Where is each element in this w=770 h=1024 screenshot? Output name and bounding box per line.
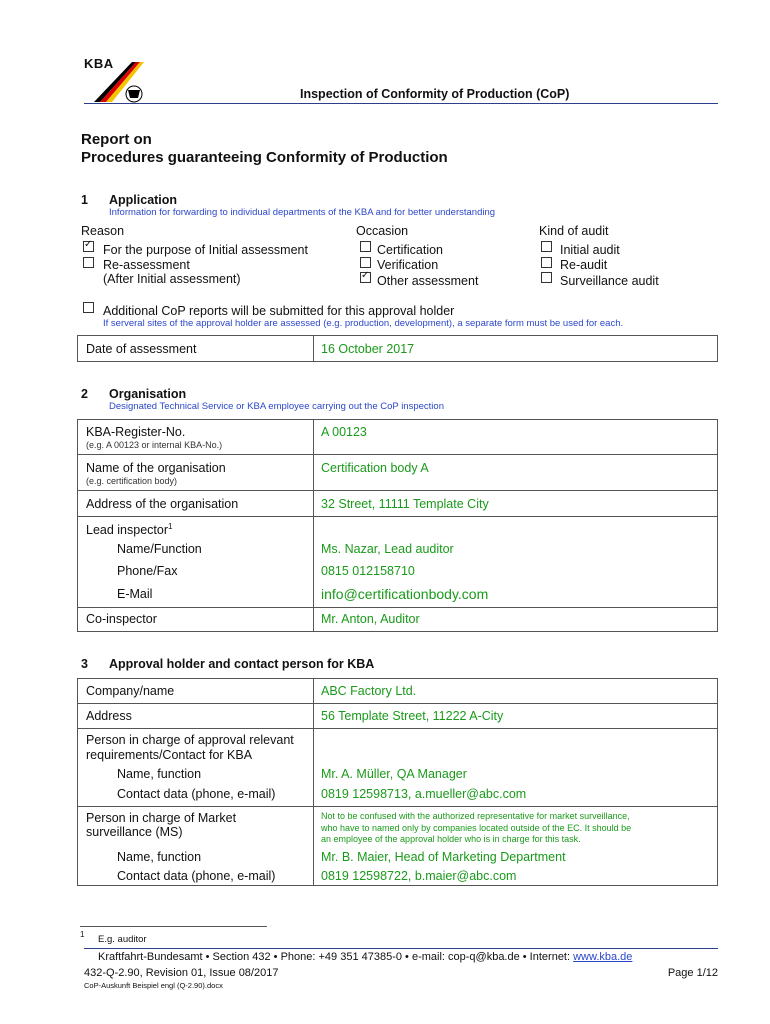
footer-page: Page 1/12	[667, 967, 718, 979]
footnote-number: 1	[80, 930, 85, 939]
ms-note-line1: Not to be confused with the authorized representative for market surveillance,	[321, 811, 630, 821]
reason-reassessment-checkbox[interactable]	[83, 257, 93, 267]
header-divider	[84, 103, 718, 104]
contact-data-2-value: 0819 12598722, b.maier@abc.com	[321, 869, 517, 883]
kind-initial-label: Initial audit	[560, 243, 620, 257]
ms-note	[321, 811, 631, 846]
name-function-label: Name/Function	[117, 542, 202, 556]
additional-reports-label: Additional CoP reports will be submitted for this approval holder	[103, 304, 455, 318]
kba-logo-text: KBA	[84, 56, 114, 71]
co-inspector-label: Co-inspector	[86, 612, 157, 626]
occasion-certification-checkbox[interactable]	[360, 241, 370, 251]
section3-title: Approval holder and contact person for KBA	[109, 657, 375, 671]
kba-register-label: KBA-Register-No.	[86, 425, 186, 439]
reason-initial-label: For the purpose of Initial assessment	[103, 243, 308, 257]
org-name-hint: (e.g. certification body)	[86, 476, 178, 486]
additional-reports-note: If serveral sites of the approval holder are assessed (e.g. production, development), a separate form must be used for each.	[103, 318, 624, 329]
contact-data-1-value: 0819 12598713, a.mueller@abc.com	[321, 787, 527, 801]
occasion-verification-label: Verification	[377, 258, 439, 272]
report-title	[81, 131, 448, 167]
report-title-line2: Procedures guaranteeing Conformity of Production	[81, 149, 448, 166]
header-title: Inspection of Conformity of Production (CoP)	[300, 87, 570, 101]
kind-initial-checkbox[interactable]	[541, 241, 551, 251]
footer-filename: CoP-Auskunft Beispiel engl (Q-2.90).docx	[84, 981, 223, 990]
section1-title: Application	[109, 193, 178, 207]
section1-subtitle: Information for forwarding to individual departments of the KBA and for better understanding	[109, 207, 496, 218]
ms-label-2: surveillance (MS)	[86, 825, 183, 839]
email-label: E-Mail	[117, 587, 153, 601]
date-table-divider	[313, 335, 314, 362]
occasion-other-label: Other assessment	[377, 274, 479, 288]
name-function-value: Ms. Nazar, Lead auditor	[321, 542, 454, 556]
contact-data-2-label: Contact data (phone, e-mail)	[117, 869, 276, 883]
org-row-divider	[77, 454, 718, 455]
ms-note-line2: who have to named only by companies located outside of the EC. It should be	[321, 822, 632, 833]
section2-subtitle: Designated Technical Service or KBA employee carrying out the CoP inspection	[109, 401, 444, 412]
kind-reaudit-label: Re-audit	[560, 258, 608, 272]
footer-divider	[84, 948, 718, 949]
name-function-1-label: Name, function	[117, 767, 202, 781]
lead-inspector-label	[86, 522, 172, 537]
section2-number: 2	[81, 387, 88, 401]
address-label: Address	[86, 709, 132, 723]
approval-table-divider	[313, 678, 314, 886]
ms-label-1: Person in charge of Market	[86, 811, 237, 825]
org-name-value: Certification body A	[321, 461, 429, 475]
person-charge-label-2: requirements/Contact for KBA	[86, 748, 253, 762]
email-value: info@certificationbody.com	[321, 586, 489, 602]
section2-title: Organisation	[109, 387, 187, 401]
kind-reaudit-checkbox[interactable]	[541, 257, 551, 267]
organisation-table-divider	[313, 419, 314, 632]
lead-inspector-footnote-ref: 1	[168, 522, 173, 531]
reason-heading: Reason	[81, 224, 125, 238]
phone-fax-label: Phone/Fax	[117, 564, 178, 578]
person-charge-label-1: Person in charge of approval relevant	[86, 733, 294, 747]
occasion-verification-checkbox[interactable]	[360, 257, 370, 267]
footnote-divider	[80, 926, 267, 927]
name-function-2-value: Mr. B. Maier, Head of Marketing Department	[321, 850, 566, 864]
co-inspector-value: Mr. Anton, Auditor	[321, 612, 420, 626]
section1-number: 1	[81, 193, 88, 207]
footer-address-text: Kraftfahrt-Bundesamt • Section 432 • Phone: +49 351 47385-0 • e-mail: cop-q@kba.de • Internet:	[98, 951, 574, 963]
org-row-divider	[77, 490, 718, 491]
date-value: 16 October 2017	[321, 342, 415, 356]
footnote-text: E.g. auditor	[98, 934, 147, 945]
occasion-other-checkbox[interactable]: ✓	[361, 270, 370, 281]
lead-inspector-text: Lead inspector	[86, 523, 169, 538]
org-address-label: Address of the organisation	[86, 497, 239, 511]
org-address-value: 32 Street, 11111 Template City	[321, 497, 489, 511]
company-label: Company/name	[86, 684, 175, 698]
org-row-divider	[77, 607, 718, 608]
name-function-2-label: Name, function	[117, 850, 202, 864]
reason-reassessment-label: Re-assessment	[103, 258, 190, 272]
kba-register-value: A 00123	[321, 425, 367, 439]
kba-register-hint: (e.g. A 00123 or internal KBA-No.)	[86, 440, 223, 450]
date-label: Date of assessment	[86, 342, 197, 356]
reason-initial-checkbox[interactable]: ✓	[84, 239, 93, 250]
phone-fax-value: 0815 012158710	[321, 564, 415, 578]
additional-reports-checkbox[interactable]	[83, 302, 93, 312]
footer-revision: 432-Q-2.90, Revision 01, Issue 08/2017	[84, 967, 279, 979]
org-row-divider	[77, 516, 718, 517]
footer-address	[98, 951, 632, 963]
kind-surveillance-label: Surveillance audit	[560, 274, 659, 288]
occasion-certification-label: Certification	[377, 243, 443, 257]
address-value: 56 Template Street, 11222 A-City	[321, 709, 504, 723]
approval-row-divider	[77, 806, 718, 807]
approval-row-divider	[77, 728, 718, 729]
occasion-heading: Occasion	[356, 224, 409, 238]
report-title-line1: Report on	[81, 131, 152, 148]
kind-surveillance-checkbox[interactable]	[541, 272, 551, 282]
kind-heading: Kind of audit	[539, 224, 609, 238]
ms-note-line3: an employee of the approval holder who is in charge for this task.	[321, 834, 581, 844]
reason-after-initial-label: (After Initial assessment)	[103, 272, 241, 286]
footer-website-link[interactable]: www.kba.de	[573, 951, 633, 963]
org-name-label: Name of the organisation	[86, 461, 226, 475]
name-function-1-value: Mr. A. Müller, QA Manager	[321, 767, 467, 781]
kba-logo-icon	[92, 60, 154, 104]
company-value: ABC Factory Ltd.	[321, 684, 417, 698]
contact-data-1-label: Contact data (phone, e-mail)	[117, 787, 276, 801]
section3-number: 3	[81, 657, 88, 671]
approval-row-divider	[77, 703, 718, 704]
